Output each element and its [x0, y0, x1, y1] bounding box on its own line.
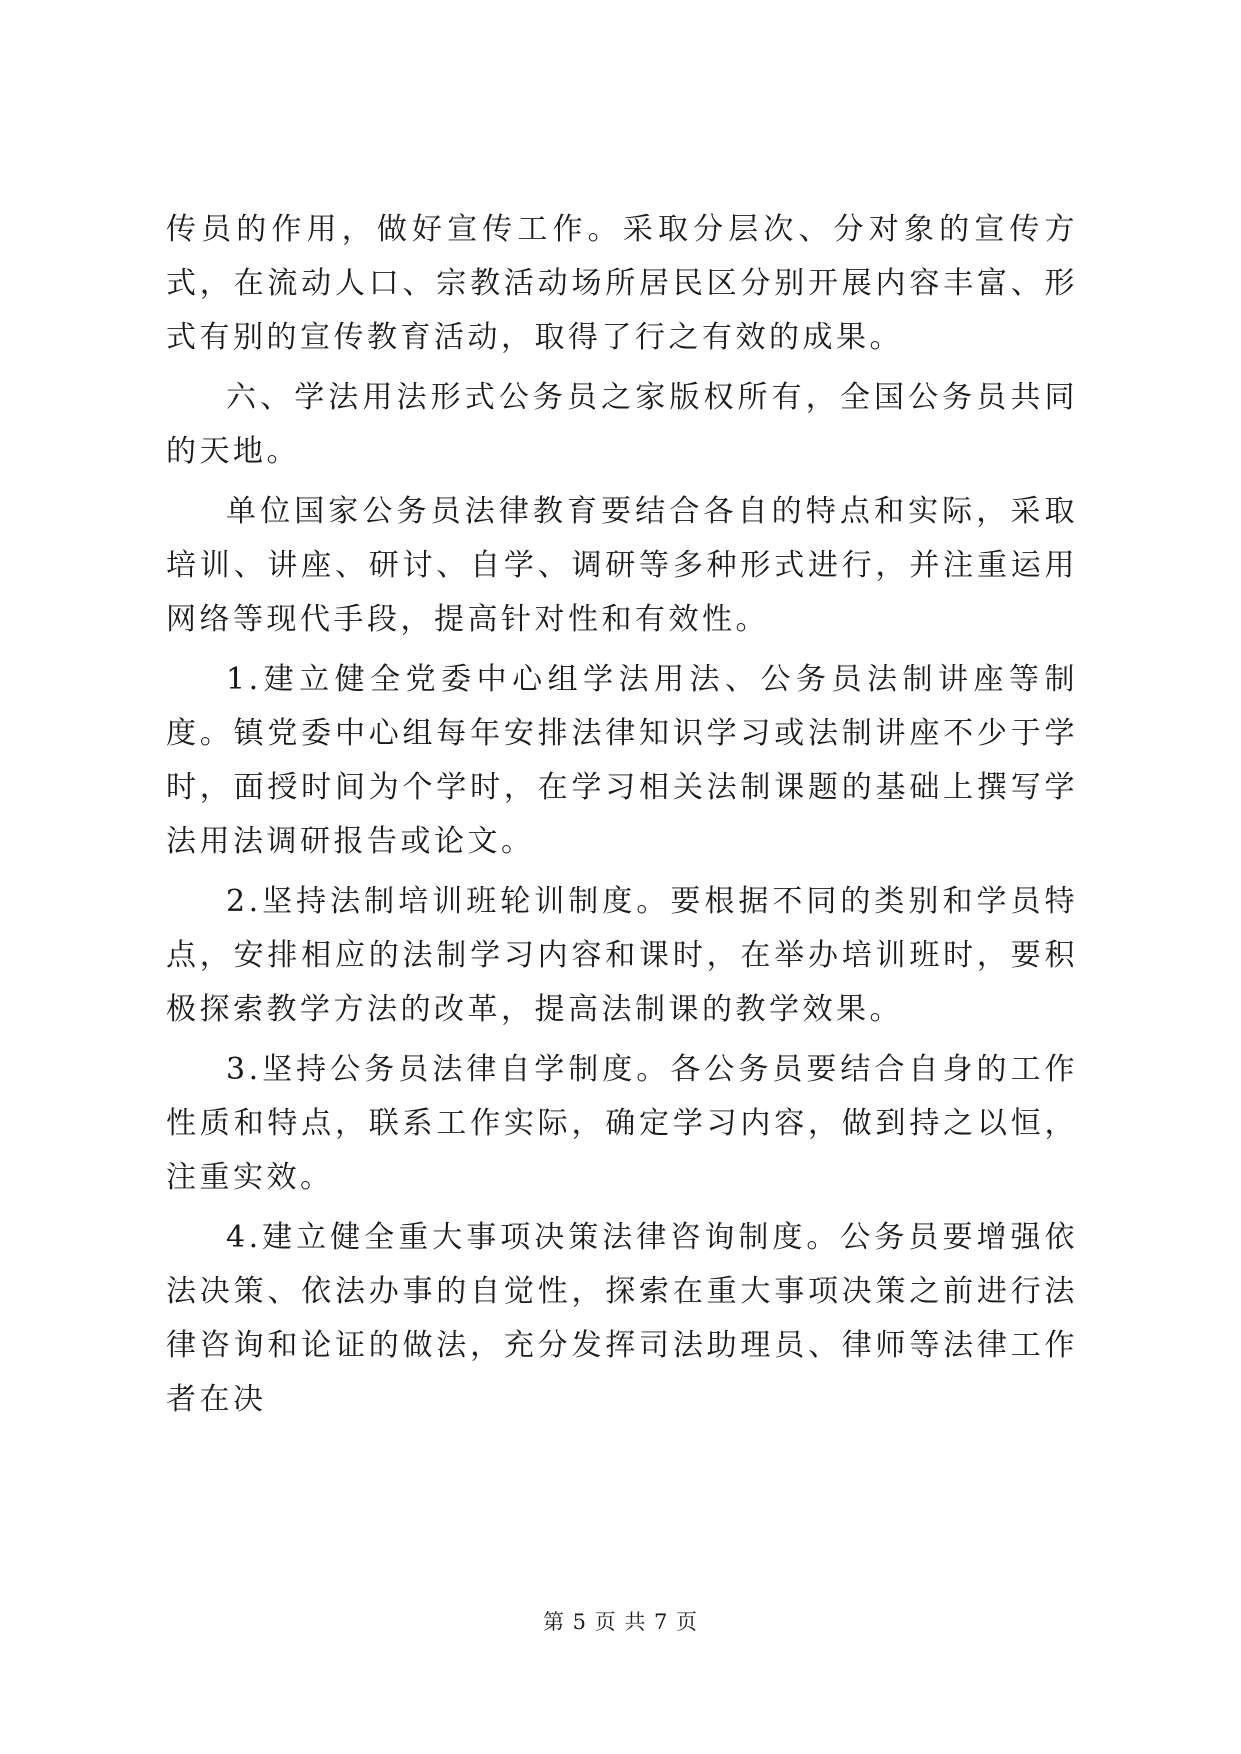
paragraph-2: 六、学法用法形式公务员之家版权所有，全国公务员共同的天地。 [166, 380, 1078, 469]
paragraph-7: 4.建立健全重大事项决策法律咨询制度。公务员要增强依法决策、依法办事的自觉性，探索在重大事项决策之前进行法律咨询和论证的做法，充分发挥司法助理员、律师等法律工作者在决 [166, 1220, 1078, 1417]
document-body [166, 203, 1078, 1433]
paragraph-5: 2.坚持法制培训班轮训制度。要根据不同的类别和学员特点，安排相应的法制学习内容和课时，在举办培训班时，要积极探索教学方法的改革，提高法制课的教学效果。 [166, 884, 1078, 1027]
paragraph-4: 1.建立健全党委中心组学法用法、公务员法制讲座等制度。镇党委中心组每年安排法律知识学习或法制讲座不少于学时，面授时间为个学时，在学习相关法制课题的基础上撰写学法用法调研报告或论文。 [166, 662, 1078, 859]
page-footer: 第 5 页 共 7 页 [542, 1610, 699, 1634]
paragraph-3: 单位国家公务员法律教育要结合各自的特点和实际，采取培训、讲座、研讨、自学、调研等多种形式进行，并注重运用网络等现代手段，提高针对性和有效性。 [166, 494, 1078, 637]
paragraph-6: 3.坚持公务员法律自学制度。各公务员要结合自身的工作性质和特点，联系工作实际，确定学习内容，做到持之以恒，注重实效。 [166, 1052, 1078, 1195]
paragraph-1: 传员的作用，做好宣传工作。采取分层次、分对象的宣传方式，在流动人口、宗教活动场所居民区分别开展内容丰富、形式有别的宣传教育活动，取得了行之有效的成果。 [166, 212, 1078, 355]
